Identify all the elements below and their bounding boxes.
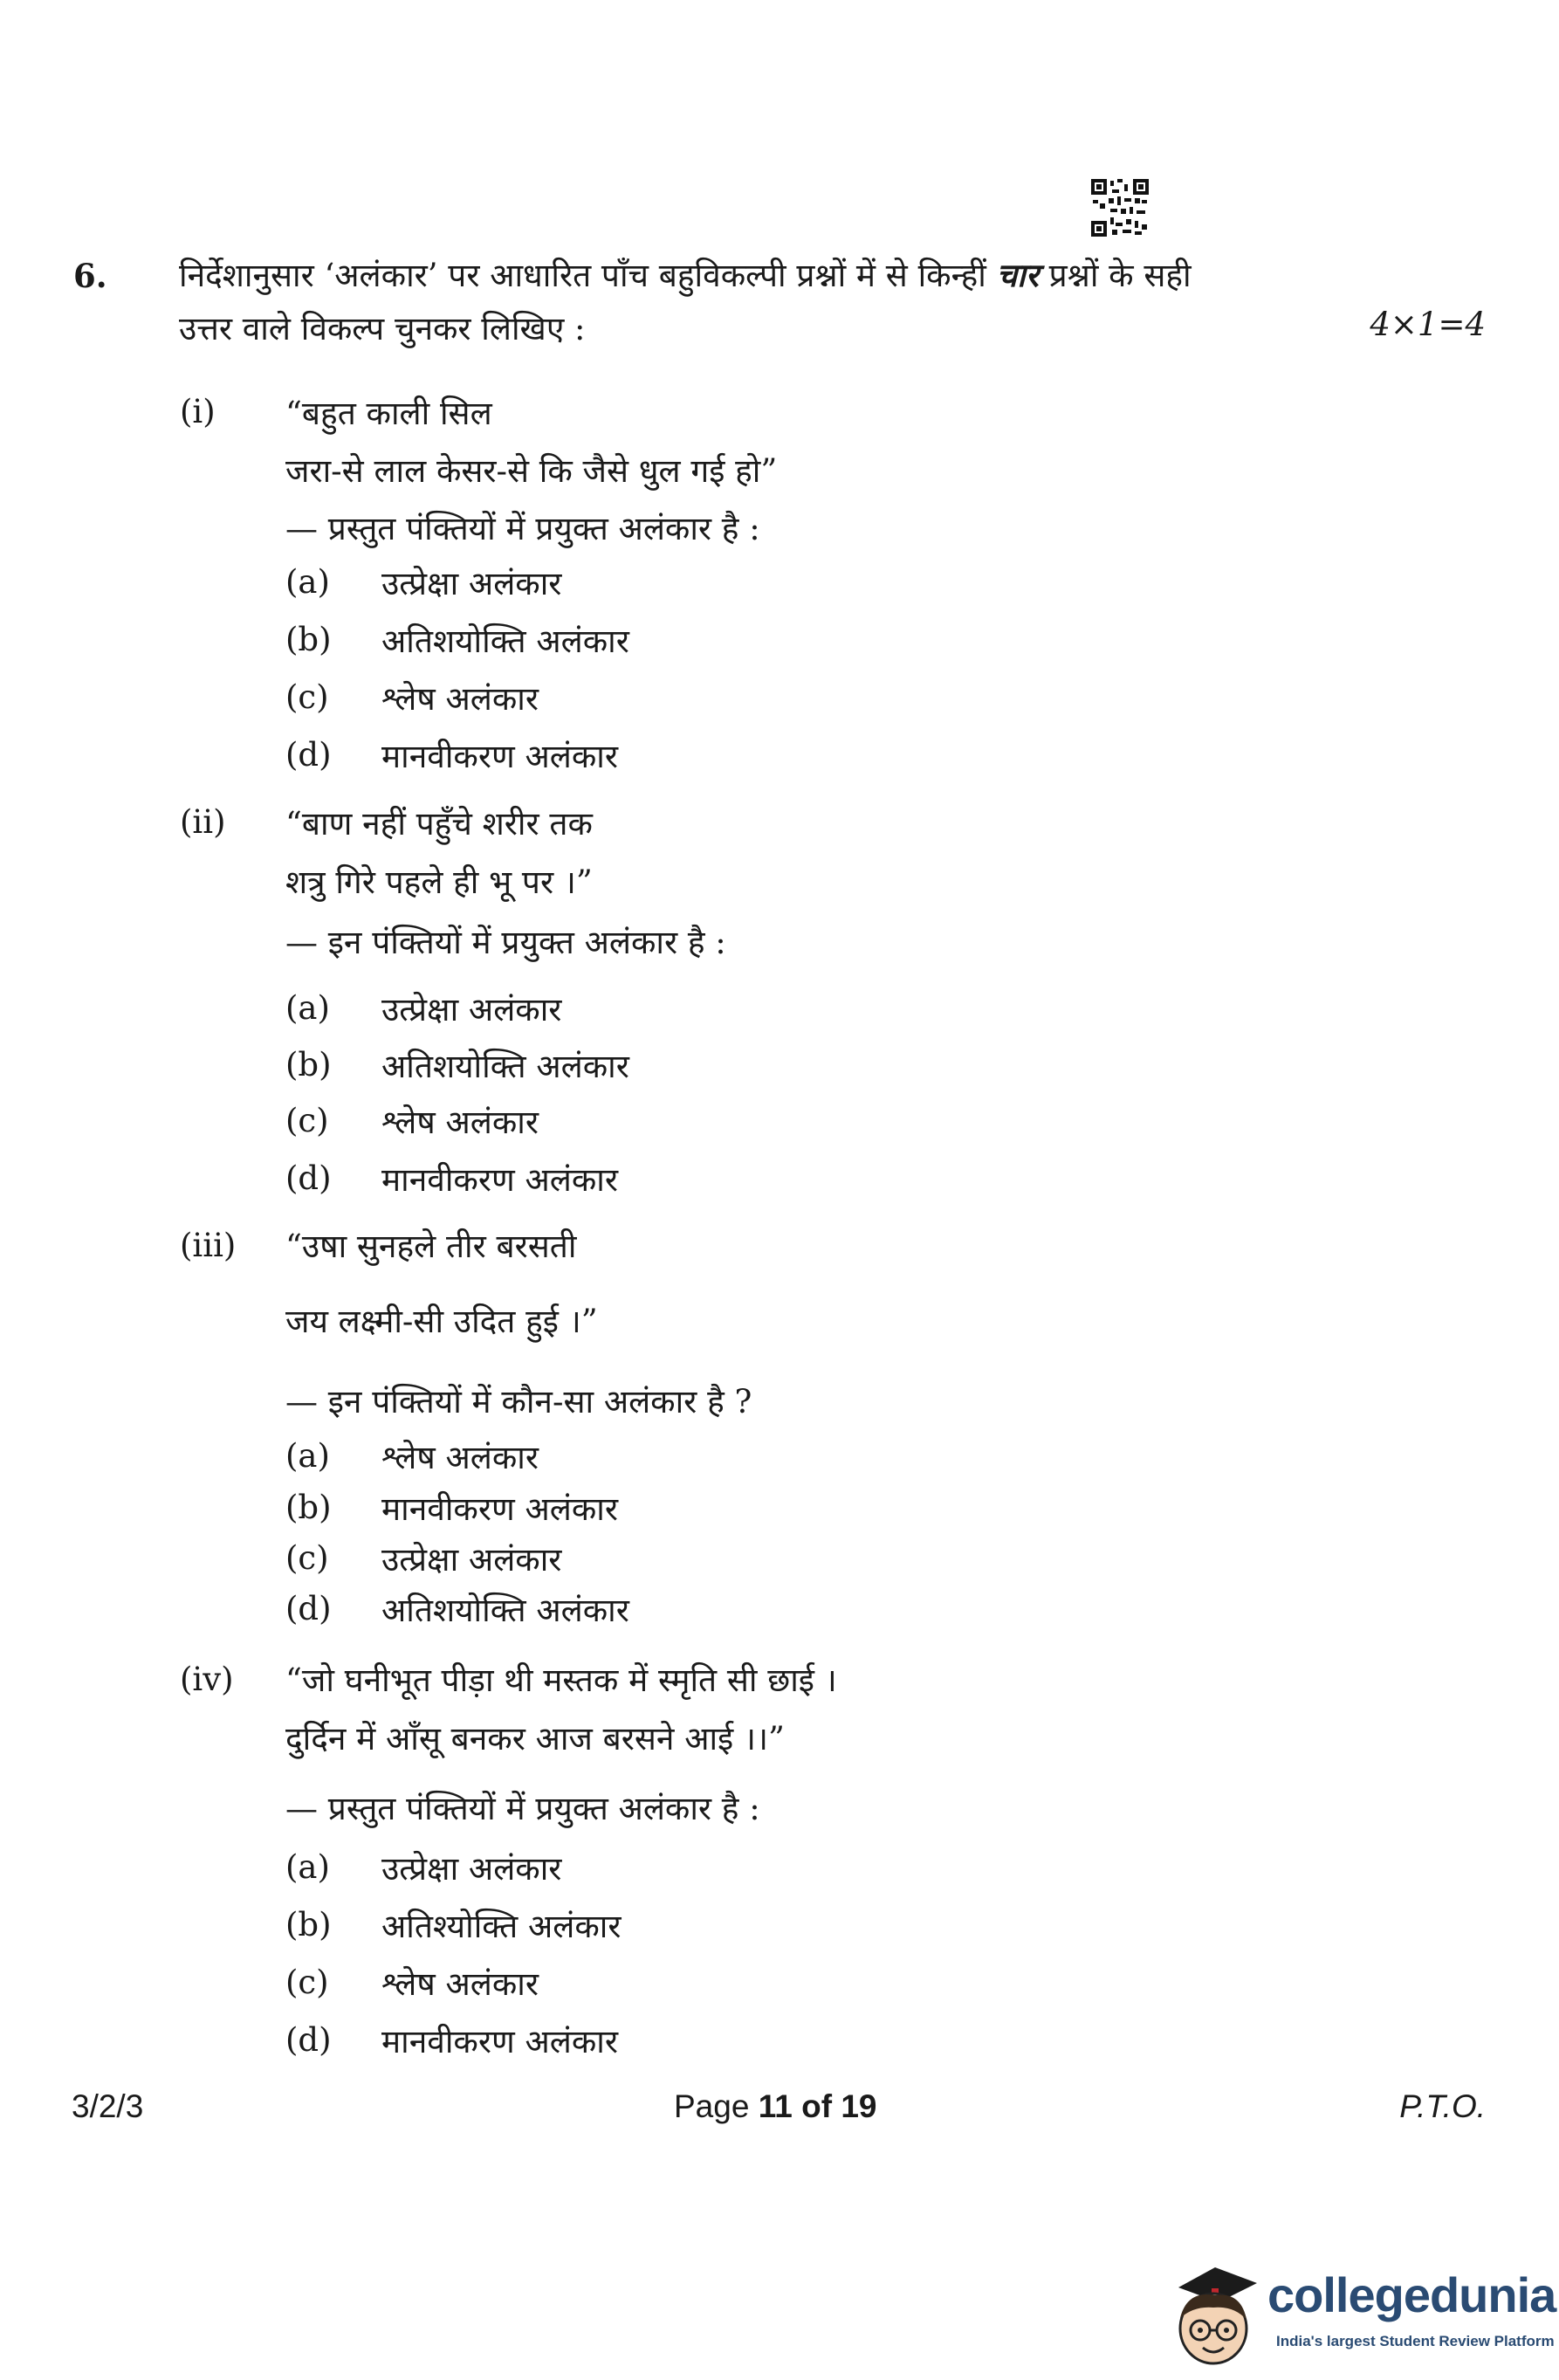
option-label: (c) bbox=[285, 678, 329, 716]
option-label: (b) bbox=[285, 1906, 332, 1943]
subquestion-label: (iii) bbox=[180, 1227, 237, 1264]
option-label: (a) bbox=[285, 563, 330, 601]
option-label: (a) bbox=[285, 1848, 330, 1886]
instruction-line-2: उत्तर वाले विकल्प चुनकर लिखिए : bbox=[179, 310, 586, 347]
option-text: मानवीकरण अलंकार bbox=[381, 1490, 618, 1528]
page-indicator bbox=[674, 2088, 876, 2125]
option-text: उत्प्रेक्षा अलंकार bbox=[381, 1850, 562, 1888]
verse-line: जय लक्ष्मी-सी उदित हुई ।” bbox=[285, 1303, 598, 1340]
verse-line: “उषा सुनहले तीर बरसती bbox=[285, 1228, 577, 1265]
option-text: उत्प्रेक्षा अलंकार bbox=[381, 565, 562, 602]
option-text: मानवीकरण अलंकार bbox=[381, 2023, 618, 2060]
option-text: श्लेष अलंकार bbox=[381, 1104, 539, 1141]
verse-line: जरा-से लाल केसर-से कि जैसे धुल गई हो” bbox=[285, 452, 778, 490]
question-instruction bbox=[179, 246, 1488, 305]
subquestion-label: (iv) bbox=[180, 1661, 234, 1698]
option-text: श्लेष अलंकार bbox=[381, 1439, 539, 1476]
verse-line: शत्रु गिरे पहले ही भू पर ।” bbox=[285, 863, 593, 901]
page-current: 11 bbox=[758, 2088, 793, 2124]
question-prompt: — इन पंक्तियों में प्रयुक्त अलंकार है : bbox=[285, 924, 726, 961]
instruction-text-2: प्रश्नों के सही bbox=[1048, 257, 1192, 294]
option-text: अतिशयोक्ति अलंकार bbox=[381, 1048, 629, 1085]
brand-logo-text: collegedunia bbox=[1267, 2267, 1556, 2322]
question-prompt: — प्रस्तुत पंक्तियों में प्रयुक्त अलंकार है : bbox=[285, 510, 760, 547]
page-prefix: Page bbox=[674, 2088, 750, 2124]
option-label: (a) bbox=[285, 1437, 330, 1475]
subquestion-label: (ii) bbox=[180, 803, 226, 841]
option-label: (c) bbox=[285, 1539, 329, 1577]
option-label: (b) bbox=[285, 1489, 332, 1526]
option-label: (d) bbox=[285, 1590, 332, 1627]
option-label: (b) bbox=[285, 1046, 332, 1083]
option-text: मानवीकरण अलंकार bbox=[381, 738, 618, 775]
subquestion-label: (i) bbox=[180, 393, 216, 430]
instruction-emphasis: चार bbox=[996, 256, 1039, 294]
option-label: (b) bbox=[285, 621, 332, 658]
question-prompt: — इन पंक्तियों में कौन-सा अलंकार है ? bbox=[285, 1383, 752, 1420]
option-text: मानवीकरण अलंकार bbox=[381, 1161, 618, 1199]
option-text: उत्प्रेक्षा अलंकार bbox=[381, 1541, 562, 1579]
option-text: अतिशयोक्ति अलंकार bbox=[381, 1592, 629, 1629]
option-text: उत्प्रेक्षा अलंकार bbox=[381, 991, 562, 1028]
brand-tagline: India's largest Student Review Platform bbox=[1276, 2333, 1555, 2349]
instruction-text-1: निर्देशानुसार ‘अलंकार’ पर आधारित पाँच बहुविकल्पी प्रश्नों में से किन्हीं bbox=[179, 257, 986, 294]
option-text: अतिशयोक्ति अलंकार bbox=[381, 623, 629, 660]
verse-line: “बहुत काली सिल bbox=[285, 395, 492, 432]
paper-code: 3/2/3 bbox=[72, 2088, 144, 2124]
marks-label: 4×1=4 bbox=[1370, 306, 1486, 343]
verse-line: दुर्दिन में आँसू बनकर आज बरसने आई ।।” bbox=[285, 1720, 785, 1757]
question-number: 6. bbox=[73, 257, 107, 295]
option-text: श्लेष अलंकार bbox=[381, 1965, 539, 2003]
option-label: (c) bbox=[285, 1964, 329, 2001]
page-total: 19 bbox=[841, 2088, 877, 2124]
option-text: अतिश्योक्ति अलंकार bbox=[381, 1908, 622, 1945]
pto-label: P.T.O. bbox=[1399, 2088, 1486, 2124]
option-label: (d) bbox=[285, 736, 332, 774]
question-prompt: — प्रस्तुत पंक्तियों में प्रयुक्त अलंकार है : bbox=[285, 1790, 760, 1827]
option-label: (a) bbox=[285, 989, 330, 1027]
page-of: of bbox=[801, 2088, 833, 2124]
verse-line: “बाण नहीं पहुँचे शरीर तक bbox=[285, 805, 593, 843]
option-label: (d) bbox=[285, 2021, 332, 2059]
student-mascot-icon bbox=[1161, 2257, 1266, 2370]
option-label: (c) bbox=[285, 1102, 329, 1139]
option-label: (d) bbox=[285, 1159, 332, 1197]
option-text: श्लेष अलंकार bbox=[381, 680, 539, 718]
verse-line: “जो घनीभूत पीड़ा थी मस्तक में स्मृति सी छाई । bbox=[285, 1661, 837, 1699]
qr-code-icon bbox=[1091, 179, 1149, 237]
